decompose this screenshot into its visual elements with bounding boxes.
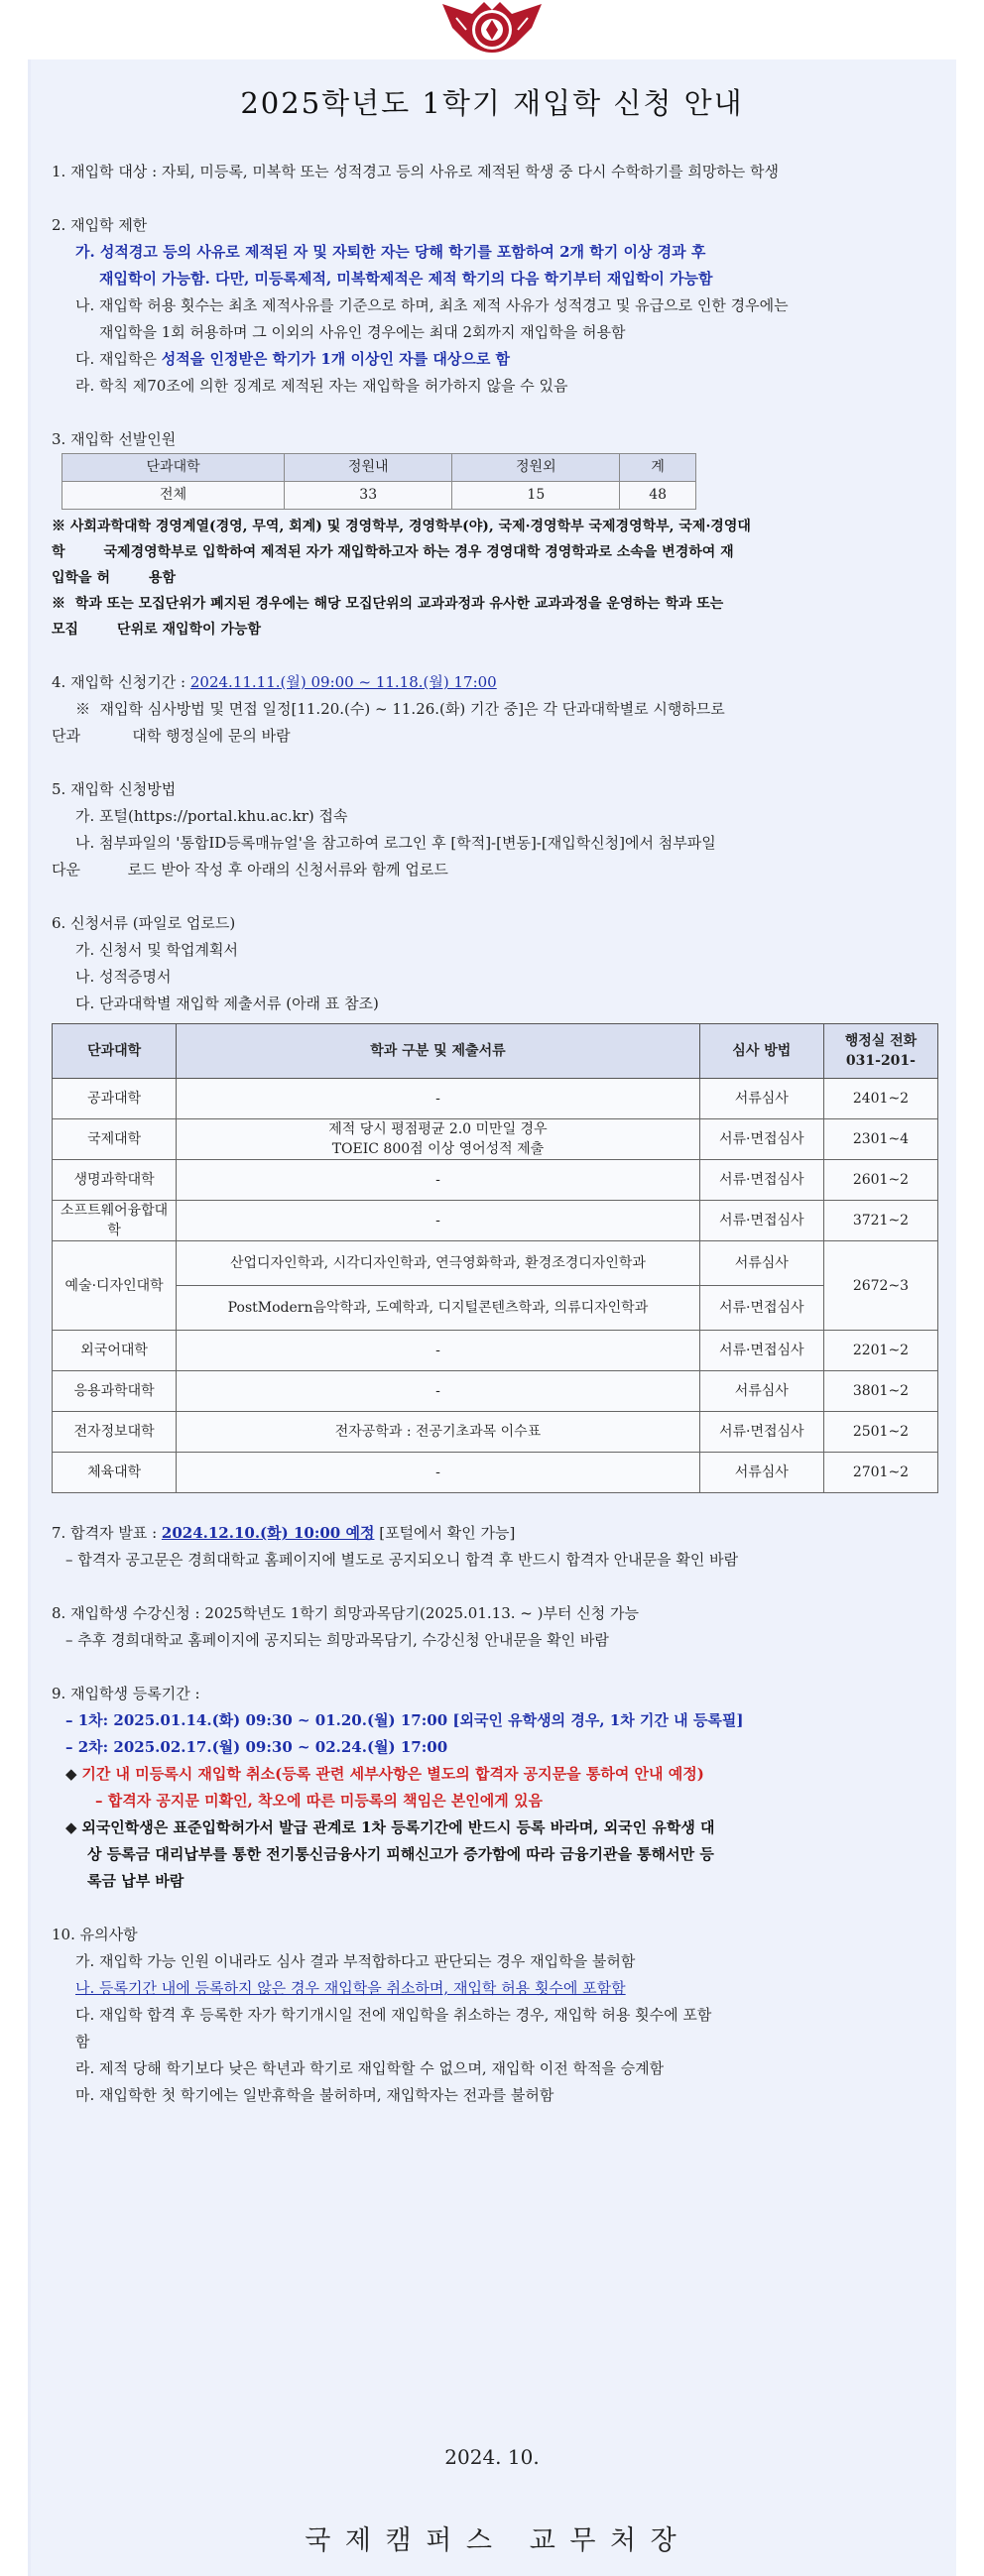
section-7-heading: 7. 합격자 발표 : 2024.12.10.(화) 10:00 예정 [포털에서 확인 가능] bbox=[52, 1524, 516, 1542]
section-9-bullet-1: ◆ 기간 내 미등록시 재입학 취소(등록 관련 세부사항은 별도의 합격자 공지문을 통하여 안내 예정) bbox=[65, 1765, 704, 1783]
application-period: 2024.11.11.(월) 09:00 ~ 11.18.(월) 17:00 bbox=[189, 673, 497, 691]
documents-header-tel: 행정실 전화 031-201- bbox=[823, 1024, 937, 1079]
row-tel: 2601~2 bbox=[823, 1160, 937, 1201]
row-docs: - bbox=[177, 1201, 699, 1241]
section-6-item-ga: 가. 신청서 및 학업계획서 bbox=[75, 941, 238, 959]
section-5-heading: 5. 재입학 신청방법 bbox=[52, 780, 177, 798]
table-row bbox=[53, 1119, 938, 1160]
row-method: 서류심사 bbox=[699, 1079, 823, 1119]
table-row bbox=[53, 1160, 938, 1201]
row-tel: 3801~2 bbox=[823, 1371, 937, 1412]
section-9-bullet-2-cont: 상 등록금 대리납부를 통한 전기통신금융사기 피해신고가 증가함에 따라 금융기관을 통해서만 등 bbox=[87, 1845, 714, 1863]
section-9-bullet-1-sub: – 합격자 공지문 미확인, 착오에 따른 미등록의 책임은 본인에게 있음 bbox=[95, 1792, 543, 1810]
documents-header-method: 심사 방법 bbox=[699, 1024, 823, 1079]
section-9-heading: 9. 재입학생 등록기간 : bbox=[52, 1685, 200, 1702]
row-tel: 2501~2 bbox=[823, 1412, 937, 1453]
row-tel: 2672~3 bbox=[823, 1241, 937, 1331]
row-college: 공과대학 bbox=[53, 1079, 177, 1119]
quota-header-college: 단과대학 bbox=[62, 454, 285, 482]
row-docs: 전자공학과 : 전공기초과목 이수표 bbox=[177, 1412, 699, 1453]
row-college: 국제대학 bbox=[53, 1119, 177, 1160]
notice-body bbox=[52, 159, 944, 2109]
section-5-item-ga: 가. 포털(https://portal.khu.ac.kr) 접속 bbox=[75, 807, 348, 825]
table-row bbox=[53, 1453, 938, 1493]
section-9-bullet-2-cont2: 록금 납부 바람 bbox=[87, 1872, 184, 1890]
row-tel: 2201~2 bbox=[823, 1331, 937, 1371]
row-method: 서류심사 bbox=[699, 1453, 823, 1493]
section-2-item-da: 다. 재입학은 성적을 인정받은 학기가 1개 이상인 자를 대상으로 함 bbox=[75, 350, 511, 368]
table-row bbox=[53, 1079, 938, 1119]
section-2-item-ra: 라. 학칙 제70조에 의한 징계로 제적된 자는 재입학을 허가하지 않을 수 있음 bbox=[75, 377, 568, 395]
section-2-item-ga: 가. 성적경고 등의 사유로 제적된 자 및 자퇴한 자는 당해 학기를 포함하여 2개 학기 이상 경과 후 bbox=[75, 243, 706, 261]
section-8-note: – 추후 경희대학교 홈페이지에 공지되는 희망과목담기, 수강신청 안내문을 확인 바람 bbox=[65, 1631, 609, 1649]
issuer-signature: 국 제 캠 퍼 스 교 무 처 장 bbox=[305, 2525, 679, 2556]
section-10-item-ma: 마. 재입학한 첫 학기에는 일반휴학을 불허하며, 재입학자는 전과를 불허함 bbox=[75, 2086, 554, 2104]
row-method: 서류·면접심사 bbox=[699, 1412, 823, 1453]
row-docs: - bbox=[177, 1079, 699, 1119]
section-7-note: – 합격자 공고문은 경희대학교 홈페이지에 별도로 공지되오니 합격 후 반드시 합격자 안내문을 확인 바람 bbox=[65, 1551, 739, 1569]
section-5-item-na-cont: 다운 로드 받아 작성 후 아래의 신청서류와 함께 업로드 bbox=[52, 861, 448, 878]
section-10-item-da-cont: 함 bbox=[75, 2033, 90, 2050]
section-4-heading: 4. 재입학 신청기간 : 2024.11.11.(월) 09:00 ~ 11.18.(월) 17:00 bbox=[52, 673, 497, 691]
diamond-bullet-icon: ◆ bbox=[65, 1765, 77, 1783]
section-10-item-da: 다. 재입학 합격 후 등록한 자가 학기개시일 전에 재입학을 취소하는 경우, 재입학 허용 횟수에 포함 bbox=[75, 2006, 712, 2024]
quota-cell-college: 전체 bbox=[62, 482, 285, 510]
quota-header-outside: 정원외 bbox=[452, 454, 620, 482]
row-docs: 산업디자인학과, 시각디자인학과, 연극영화학과, 환경조경디자인학과 bbox=[177, 1241, 699, 1286]
table-row bbox=[53, 1201, 938, 1241]
row-college: 체육대학 bbox=[53, 1453, 177, 1493]
row-tel: 2701~2 bbox=[823, 1453, 937, 1493]
section-3-heading: 3. 재입학 선발인원 bbox=[52, 430, 177, 448]
quota-header-total: 계 bbox=[620, 454, 696, 482]
table-row bbox=[53, 1331, 938, 1371]
row-tel: 2301~4 bbox=[823, 1119, 937, 1160]
table-row bbox=[53, 1371, 938, 1412]
section-10-item-ra: 라. 제적 당해 학기보다 낮은 학년과 학기로 재입학할 수 없으며, 재입학 이전 학적을 승계함 bbox=[75, 2059, 665, 2077]
row-docs: - bbox=[177, 1453, 699, 1493]
row-college: 예술·디자인대학 bbox=[53, 1241, 177, 1331]
row-method: 서류·면접심사 bbox=[699, 1160, 823, 1201]
documents-header-college: 단과대학 bbox=[53, 1024, 177, 1079]
row-tel: 3721~2 bbox=[823, 1201, 937, 1241]
registration-second-period: – 2차: 2025.02.17.(월) 09:30 ~ 02.24.(월) 17:00 bbox=[65, 1738, 448, 1756]
section-6-item-na: 나. 성적증명서 bbox=[75, 968, 172, 986]
row-docs: 제적 당시 평점평균 2.0 미만일 경우 TOEIC 800점 이상 영어성적 제출 bbox=[177, 1119, 699, 1160]
table-row bbox=[53, 1286, 938, 1331]
row-method: 서류·면접심사 bbox=[699, 1119, 823, 1160]
section-2-item-na-cont: 재입학을 1회 허용하며 그 이외의 사유인 경우에는 최대 2회까지 재입학을 허용함 bbox=[99, 323, 626, 341]
row-method: 서류심사 bbox=[699, 1241, 823, 1286]
section-2-item-da-emphasis: 성적을 인정받은 학기가 1개 이상인 자를 대상으로 함 bbox=[161, 350, 511, 368]
section-6-heading: 6. 신청서류 (파일로 업로드) bbox=[52, 914, 236, 932]
section-9-bullet-2: ◆ 외국인학생은 표준입학허가서 발급 관계로 1차 등록기간에 반드시 등록 바라며, 외국인 유학생 대 bbox=[65, 1818, 715, 1836]
section-1-target: 1. 재입학 대상 : 자퇴, 미등록, 미복학 또는 성적경고 등의 사유로 제적된 학생 중 다시 수학하기를 희망하는 학생 bbox=[52, 163, 780, 180]
section-4-note: ※ 재입학 심사방법 및 면접 일정[11.20.(수) ~ 11.26.(화) 기간 중]은 각 단과대학별로 시행하므로 bbox=[75, 700, 725, 718]
row-college: 응용과학대학 bbox=[53, 1371, 177, 1412]
section-10-heading: 10. 유의사항 bbox=[52, 1926, 138, 1943]
quota-cell-inside: 33 bbox=[285, 482, 452, 510]
row-method: 서류·면접심사 bbox=[699, 1201, 823, 1241]
documents-header-docs: 학과 구분 및 제출서류 bbox=[177, 1024, 699, 1079]
announcement-date: 2024.12.10.(화) 10:00 예정 bbox=[161, 1524, 375, 1542]
section-2-item-ga-cont: 재입학이 가능함. 다만, 미등록제적, 미복학제적은 제적 학기의 다음 학기부터 재입학이 가능함 bbox=[99, 270, 713, 288]
row-college: 외국어대학 bbox=[53, 1331, 177, 1371]
section-3-note-2: ※ 학과 또는 모집단위가 폐지된 경우에는 해당 모집단위의 교과과정과 유사한 교과과정을 운영하는 학과 또는 모집 단위로 재입학이 가능함 bbox=[52, 596, 724, 638]
row-docs: - bbox=[177, 1331, 699, 1371]
row-docs: - bbox=[177, 1371, 699, 1412]
row-college: 생명과학대학 bbox=[53, 1160, 177, 1201]
section-10-item-na: 나. 등록기간 내에 등록하지 않은 경우 재입학을 취소하며, 재입학 허용 횟수에 포함함 bbox=[75, 1979, 626, 1997]
documents-table bbox=[52, 1023, 938, 1493]
section-5-item-na: 나. 첨부파일의 '통합ID등록매뉴얼'을 참고하여 로그인 후 [학적]-[변동]-[재입학신청]에서 첨부파일 bbox=[75, 834, 716, 852]
row-method: 서류심사 bbox=[699, 1371, 823, 1412]
section-2-heading: 2. 재입학 제한 bbox=[52, 216, 148, 234]
section-10-item-ga: 가. 재입학 가능 인원 이내라도 심사 결과 부적합하다고 판단되는 경우 재입학을 불허함 bbox=[75, 1952, 636, 1970]
row-method: 서류·면접심사 bbox=[699, 1331, 823, 1371]
quota-header-inside: 정원내 bbox=[285, 454, 452, 482]
quota-cell-outside: 15 bbox=[452, 482, 620, 510]
section-6-item-da: 다. 단과대학별 재입학 제출서류 (아래 표 참조) bbox=[75, 995, 379, 1012]
university-emblem-icon bbox=[436, 0, 548, 61]
section-4-note-cont: 단과 대학 행정실에 문의 바람 bbox=[52, 727, 291, 745]
quota-table bbox=[62, 453, 696, 510]
row-docs: - bbox=[177, 1160, 699, 1201]
table-row bbox=[53, 1412, 938, 1453]
issue-date: 2024. 10. bbox=[444, 2445, 540, 2469]
registration-first-period: – 1차: 2025.01.14.(화) 09:30 ~ 01.20.(월) 17:00 [외국인 유학생의 경우, 1차 기간 내 등록필] bbox=[65, 1711, 744, 1729]
row-college: 전자정보대학 bbox=[53, 1412, 177, 1453]
page-title: 2025학년도 1학기 재입학 신청 안내 bbox=[240, 86, 744, 120]
row-college: 소프트웨어융합대학 bbox=[53, 1201, 177, 1241]
section-8-heading: 8. 재입학생 수강신청 : 2025학년도 1학기 희망과목담기(2025.01.13. ~ )부터 신청 가능 bbox=[52, 1604, 639, 1622]
row-tel: 2401~2 bbox=[823, 1079, 937, 1119]
section-3-note-1: ※ 사회과학대학 경영계열(경영, 무역, 회계) 및 경영학부, 경영학부(야), 국제·경영학부 국제경영학부, 국제·경영대 학 국제경영학부로 입학하여 제적된 자가 재입학하고자 하는 경우 경영대학 경영학과로 소속을 변경하여 재 입학을 허 용함 bbox=[52, 519, 751, 586]
diamond-bullet-icon: ◆ bbox=[65, 1818, 77, 1836]
table-row bbox=[53, 1241, 938, 1286]
row-method: 서류·면접심사 bbox=[699, 1286, 823, 1331]
row-docs: PostModern음악학과, 도예학과, 디지털콘텐츠학과, 의류디자인학과 bbox=[177, 1286, 699, 1331]
section-2-item-na: 나. 재입학 허용 횟수는 최초 제적사유를 기준으로 하며, 최초 제적 사유가 성적경고 및 유급으로 인한 경우에는 bbox=[75, 296, 789, 314]
quota-cell-total: 48 bbox=[620, 482, 696, 510]
